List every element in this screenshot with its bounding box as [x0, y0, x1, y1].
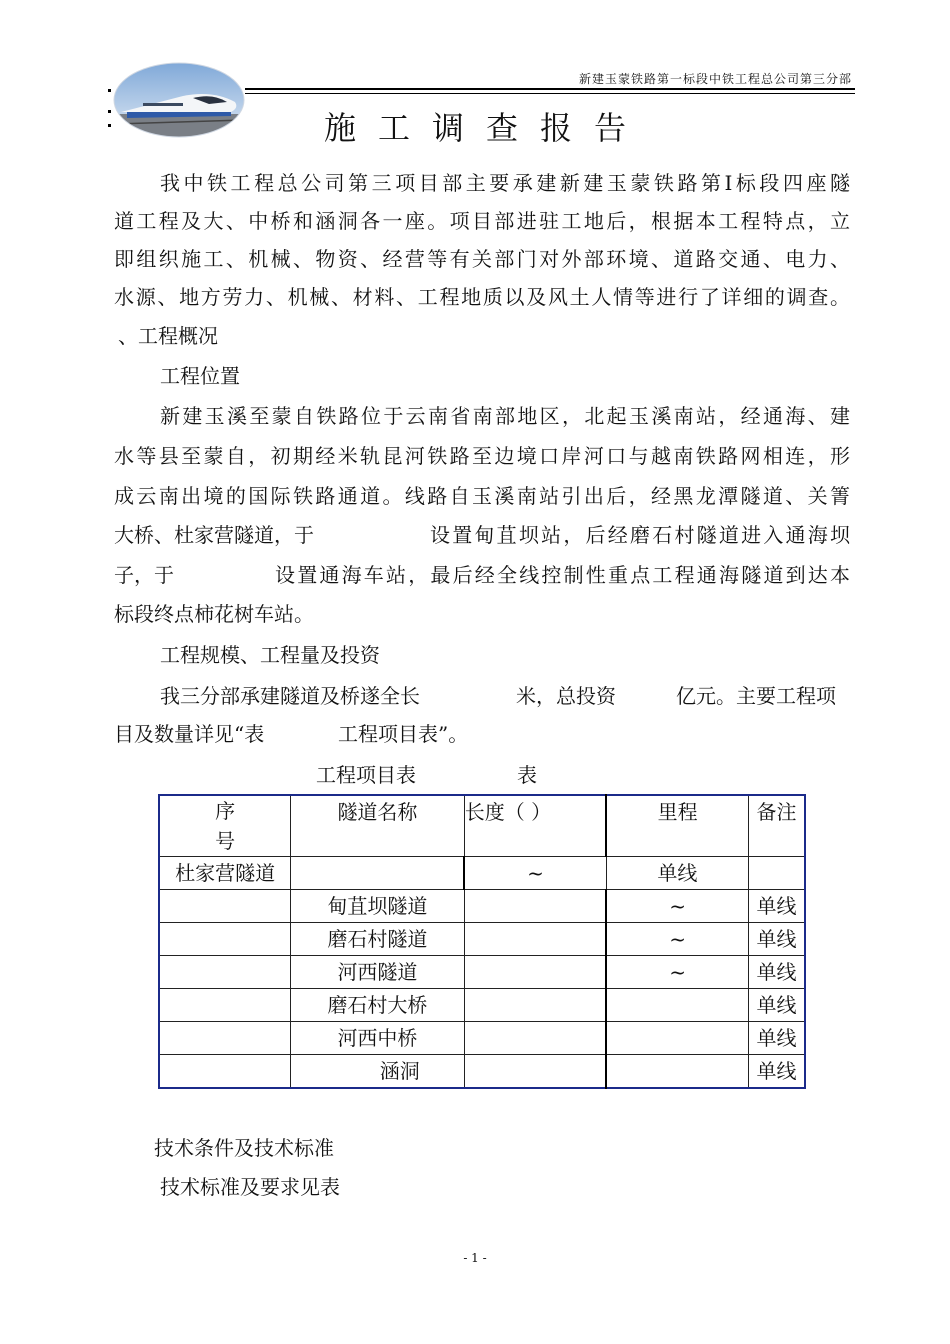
location-line: 新建玉溪至蒙自铁路位于云南省南部地区，北起玉溪南站，经通海、建 — [160, 404, 850, 428]
cell-no — [159, 923, 291, 956]
subsection-heading: 工程位置 — [160, 364, 240, 388]
cell-name: 杜家营隧道 — [159, 857, 291, 890]
cell-mileage: ~ — [464, 857, 606, 890]
tech-text: 技术标准及要求见表 — [160, 1175, 340, 1199]
header-remark: 备注 — [748, 795, 805, 857]
cell-length — [464, 1055, 606, 1089]
table-row — [159, 857, 805, 890]
section-heading: 、工程概况 — [118, 324, 218, 348]
scale-text: 我三分部承建隧道及桥遂全长 — [160, 684, 420, 708]
scale-text: 工程项目表”。 — [338, 722, 469, 746]
cell-mileage — [606, 1055, 748, 1089]
table-caption: 工程项目表 — [316, 763, 416, 787]
header-rule — [245, 88, 855, 90]
cell-name: 河西中桥 — [291, 1022, 465, 1055]
cell-no — [159, 956, 291, 989]
cell-no — [159, 890, 291, 923]
table-row — [159, 890, 805, 923]
table-header-row — [159, 795, 805, 857]
cell-length — [464, 956, 606, 989]
cell-length — [464, 1022, 606, 1055]
header-rule-thin — [245, 93, 855, 94]
location-line: 设置甸苴坝站，后经磨石村隧道进入通海坝 — [430, 523, 850, 547]
scale-text: 目及数量详见“表 — [114, 722, 265, 746]
location-line: 标段终点柿花树车站。 — [114, 602, 314, 626]
subsection-heading: 工程规模、工程量及投资 — [160, 643, 380, 667]
intro-line: 即组织施工、机械、物资、经营等有关部门对外部环境、道路交通、电力、 — [114, 247, 850, 271]
cell-remark: 单线 — [606, 857, 748, 890]
cell-mileage — [606, 989, 748, 1022]
intro-line: 道工程及大、中桥和涵洞各一座。项目部进驻工地后，根据本工程特点，立 — [114, 209, 850, 233]
location-line: 水等县至蒙自，初期经米轨昆河铁路至边境口岸河口与越南铁路网相连，形 — [114, 444, 850, 468]
cell-no — [159, 989, 291, 1022]
table-caption-suffix: 表 — [517, 763, 537, 787]
header-dot — [108, 89, 111, 92]
cell-no — [159, 1022, 291, 1055]
cell-length — [291, 857, 465, 890]
cell-remark: 单线 — [748, 890, 805, 923]
page-title: 施工调查报告 — [323, 109, 648, 147]
header-mileage: 里程 — [606, 795, 748, 857]
location-line: 子，于 — [114, 563, 174, 587]
cell-remark: 单线 — [748, 1022, 805, 1055]
header-length: 长度（ ） — [464, 795, 606, 857]
table-row — [159, 1055, 805, 1089]
table-row — [159, 989, 805, 1022]
intro-line: 水源、地方劳力、机械、材料、工程地质以及风土人情等进行了详细的调查。 — [114, 285, 850, 309]
cell-remark: 单线 — [748, 956, 805, 989]
cell-name: 磨石村隧道 — [291, 923, 465, 956]
cell-remark: 单线 — [748, 989, 805, 1022]
cell-name: 涵洞 — [291, 1055, 465, 1089]
cell-mileage — [606, 1022, 748, 1055]
cell-mileage: ~ — [606, 956, 748, 989]
cell-remark: 单线 — [748, 923, 805, 956]
location-line: 成云南出境的国际铁路通道。线路自玉溪南站引出后，经黑龙潭隧道、关箐 — [114, 484, 850, 508]
scale-text: 亿元。主要工程项 — [676, 684, 836, 708]
intro-line: 我中铁工程总公司第三项目部主要承建新建玉蒙铁路第Ⅰ标段四座隧 — [160, 171, 850, 195]
cell-name: 甸苴坝隧道 — [291, 890, 465, 923]
cell-mileage: ~ — [606, 890, 748, 923]
header-name: 隧道名称 — [291, 795, 465, 857]
cell-no — [159, 1055, 291, 1089]
subsection-heading: 技术条件及技术标准 — [154, 1136, 334, 1160]
location-line: 设置通海车站，最后经全线控制性重点工程通海隧道到达本 — [275, 563, 850, 587]
header-org-text: 新建玉蒙铁路第一标段中铁工程总公司第三分部 — [578, 72, 852, 86]
project-table — [158, 794, 806, 1089]
cell-mileage: ~ — [606, 923, 748, 956]
table-row — [159, 1022, 805, 1055]
cell-length — [464, 890, 606, 923]
page-number: - 1 - — [463, 1251, 487, 1265]
table-row — [159, 923, 805, 956]
table-row — [159, 956, 805, 989]
scale-text: 米，总投资 — [516, 684, 616, 708]
cell-length — [464, 989, 606, 1022]
cell-length — [464, 923, 606, 956]
header-no — [159, 795, 291, 857]
location-line: 大桥、杜家营隧道，于 — [114, 523, 314, 547]
cell-remark: 单线 — [748, 1055, 805, 1089]
cell-name: 河西隧道 — [291, 956, 465, 989]
header-no-text: 序号 — [215, 799, 236, 853]
cell-name: 磨石村大桥 — [291, 989, 465, 1022]
